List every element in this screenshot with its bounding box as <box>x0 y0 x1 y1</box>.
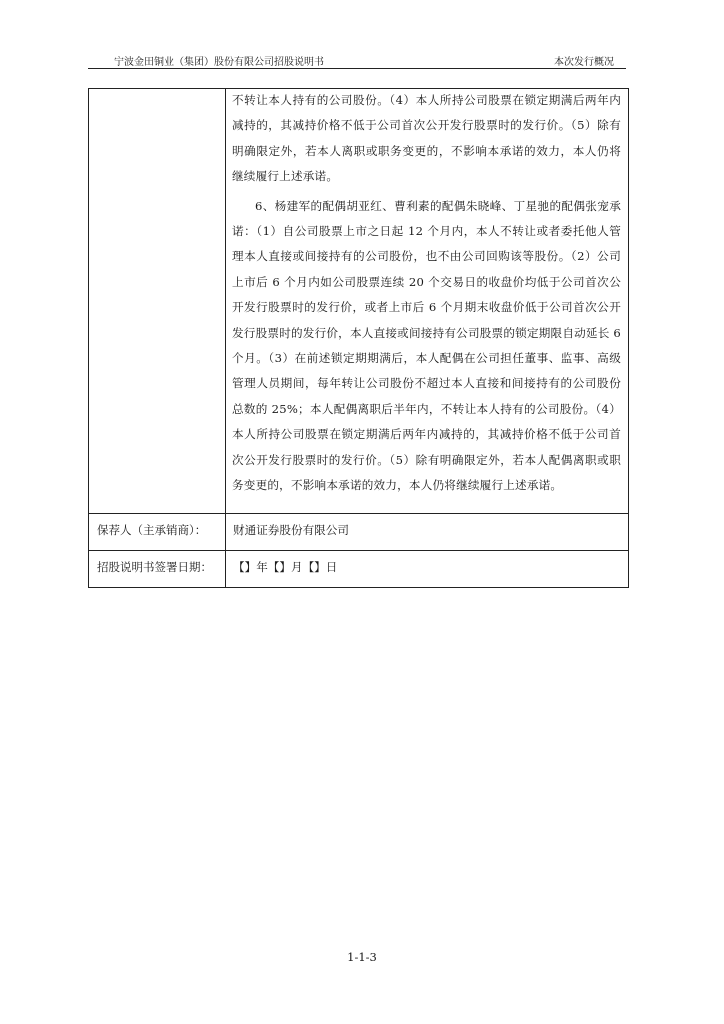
signing-date-label: 招股说明书签署日期： <box>89 550 226 587</box>
commitment-cell <box>226 89 629 514</box>
section-title: 本次发行概况 <box>554 57 614 68</box>
signing-date-row <box>89 550 629 587</box>
commitment-paragraph-continued: 不转让本人持有的公司股份。（4）本人所持公司股票在锁定期满后两年内减持的，其减持价格不低于公司首次公开发行股票时的发行价。（5）除有明确限定外，若本人离职或职务变更的，不影响本承诺的效力，本人仍将继续履行上述承诺。 <box>232 93 621 184</box>
page-number: 1-1-3 <box>347 950 377 964</box>
signing-date-value: 【】年【】月【】日 <box>226 550 629 587</box>
empty-label-cell <box>89 89 226 514</box>
commitment-paragraph-item-6: 6、杨建军的配偶胡亚红、曹利素的配偶朱晓峰、丁星驰的配偶张宠承诺：（1）自公司股票上市之日起 12 个月内，本人不转让或者委托他人管理本人直接或间接持有的公司股份，也不由公司回购该等股份。（2）公司上市后 6 个月内如公司股票连续 20 个交易日的收盘价均低于公司首次公开发行股票时的发行价，或者上市后 6 个月期末收盘价低于公司首次公开发行股票时的发行价，本人直接或间接持有公司股票的锁定期限自动延长 6 个月。（3）在前述锁定期期满后，本人配偶在公司担任董事、监事、高级管理人员期间，每年转让公司股份不超过本人直接和间接持有的公司股份总数的 25%；本人配偶离职后半年内，不转让本人持有的公司股份。（4）本人所持公司股票在锁定期满后两年内减持的，其减持价格不低于公司首次公开发行股票时的发行价。（5）除有明确限定外，若本人配偶离职或职务变更的，不影响本承诺的效力，本人仍将继续履行上述承诺。 <box>232 198 621 493</box>
document-title: 宁波金田铜业（集团）股份有限公司招股说明书 <box>114 57 324 68</box>
page-header <box>88 50 626 70</box>
offering-overview-table <box>88 88 629 588</box>
sponsor-row <box>89 513 629 550</box>
sponsor-value: 财通证券股份有限公司 <box>226 513 629 550</box>
commitment-row <box>89 89 629 514</box>
header-divider <box>88 68 626 69</box>
sponsor-label: 保荐人（主承销商）： <box>89 513 226 550</box>
